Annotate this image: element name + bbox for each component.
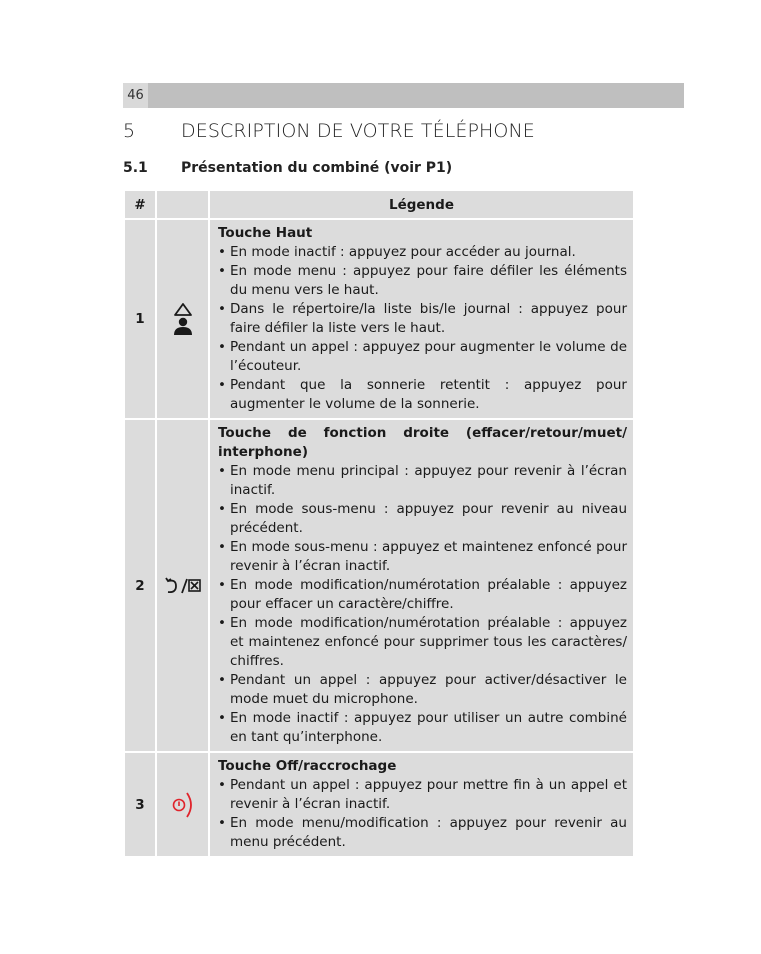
legend-table — [123, 189, 635, 858]
list-item: • Pendant que la sonnerie retentit : appuyez pour augmenter le volume de la sonnerie. — [218, 376, 627, 414]
row-description — [209, 219, 634, 419]
row-number: 3 — [124, 752, 156, 857]
table-row — [124, 752, 634, 857]
back-delete-icon — [156, 419, 209, 752]
end-call-icon — [156, 752, 209, 857]
list-item: • En mode modification/numérotation préalable : appuyez et maintenez enfoncé pour supprimer tous les caractères/ chiffres. — [218, 614, 627, 671]
list-item: • En mode sous-menu : appuyez et maintenez enfoncé pour revenir à l’écran inactif. — [218, 538, 627, 576]
table-row — [124, 219, 634, 419]
row-number: 1 — [124, 219, 156, 419]
list-item: • Pendant un appel : appuyez pour mettre fin à un appel et revenir à l’écran inactif. — [218, 776, 627, 814]
row-title: Touche Off/raccrochage — [218, 758, 397, 774]
list-item: • En mode inactif : appuyez pour utiliser un autre combiné en tant qu’interphone. — [218, 709, 627, 747]
page-number: 46 — [123, 83, 148, 108]
up-contact-icon — [156, 219, 209, 419]
list-item: • En mode menu principal : appuyez pour revenir à l’écran inactif. — [218, 462, 627, 500]
row-title: Touche de fonction droite (effacer/retour/muet/ interphone) — [218, 425, 627, 460]
list-item: • En mode menu/modification : appuyez pour revenir au menu précédent. — [218, 814, 627, 852]
header-num: # — [124, 190, 156, 219]
section-number: 5.1 — [123, 160, 148, 176]
list-item: • Pendant un appel : appuyez pour augmenter le volume de l’écouteur. — [218, 338, 627, 376]
row-title: Touche Haut — [218, 225, 313, 241]
table-header-row — [124, 190, 634, 219]
header-icon — [156, 190, 209, 219]
list-item: • Dans le répertoire/la liste bis/le journal : appuyez pour faire défiler la liste vers le haut. — [218, 300, 627, 338]
list-item: • En mode modification/numérotation préalable : appuyez pour effacer un caractère/chiffre. — [218, 576, 627, 614]
row-description — [209, 752, 634, 857]
table-row — [124, 419, 634, 752]
row-description — [209, 419, 634, 752]
list-item: • En mode menu : appuyez pour faire défiler les éléments du menu vers le haut. — [218, 262, 627, 300]
list-item: • Pendant un appel : appuyez pour activer/désactiver le mode muet du microphone. — [218, 671, 627, 709]
row-number: 2 — [124, 419, 156, 752]
list-item: • En mode sous-menu : appuyez pour revenir au niveau précédent. — [218, 500, 627, 538]
header-legend: Légende — [209, 190, 634, 219]
list-item: • En mode inactif : appuyez pour accéder au journal. — [218, 243, 627, 262]
chapter-number: 5 — [123, 120, 136, 142]
page-header-bar — [123, 83, 684, 108]
chapter-title: DESCRIPTION DE VOTRE TÉLÉPHONE — [181, 120, 535, 142]
section-title: Présentation du combiné (voir P1) — [181, 160, 453, 176]
